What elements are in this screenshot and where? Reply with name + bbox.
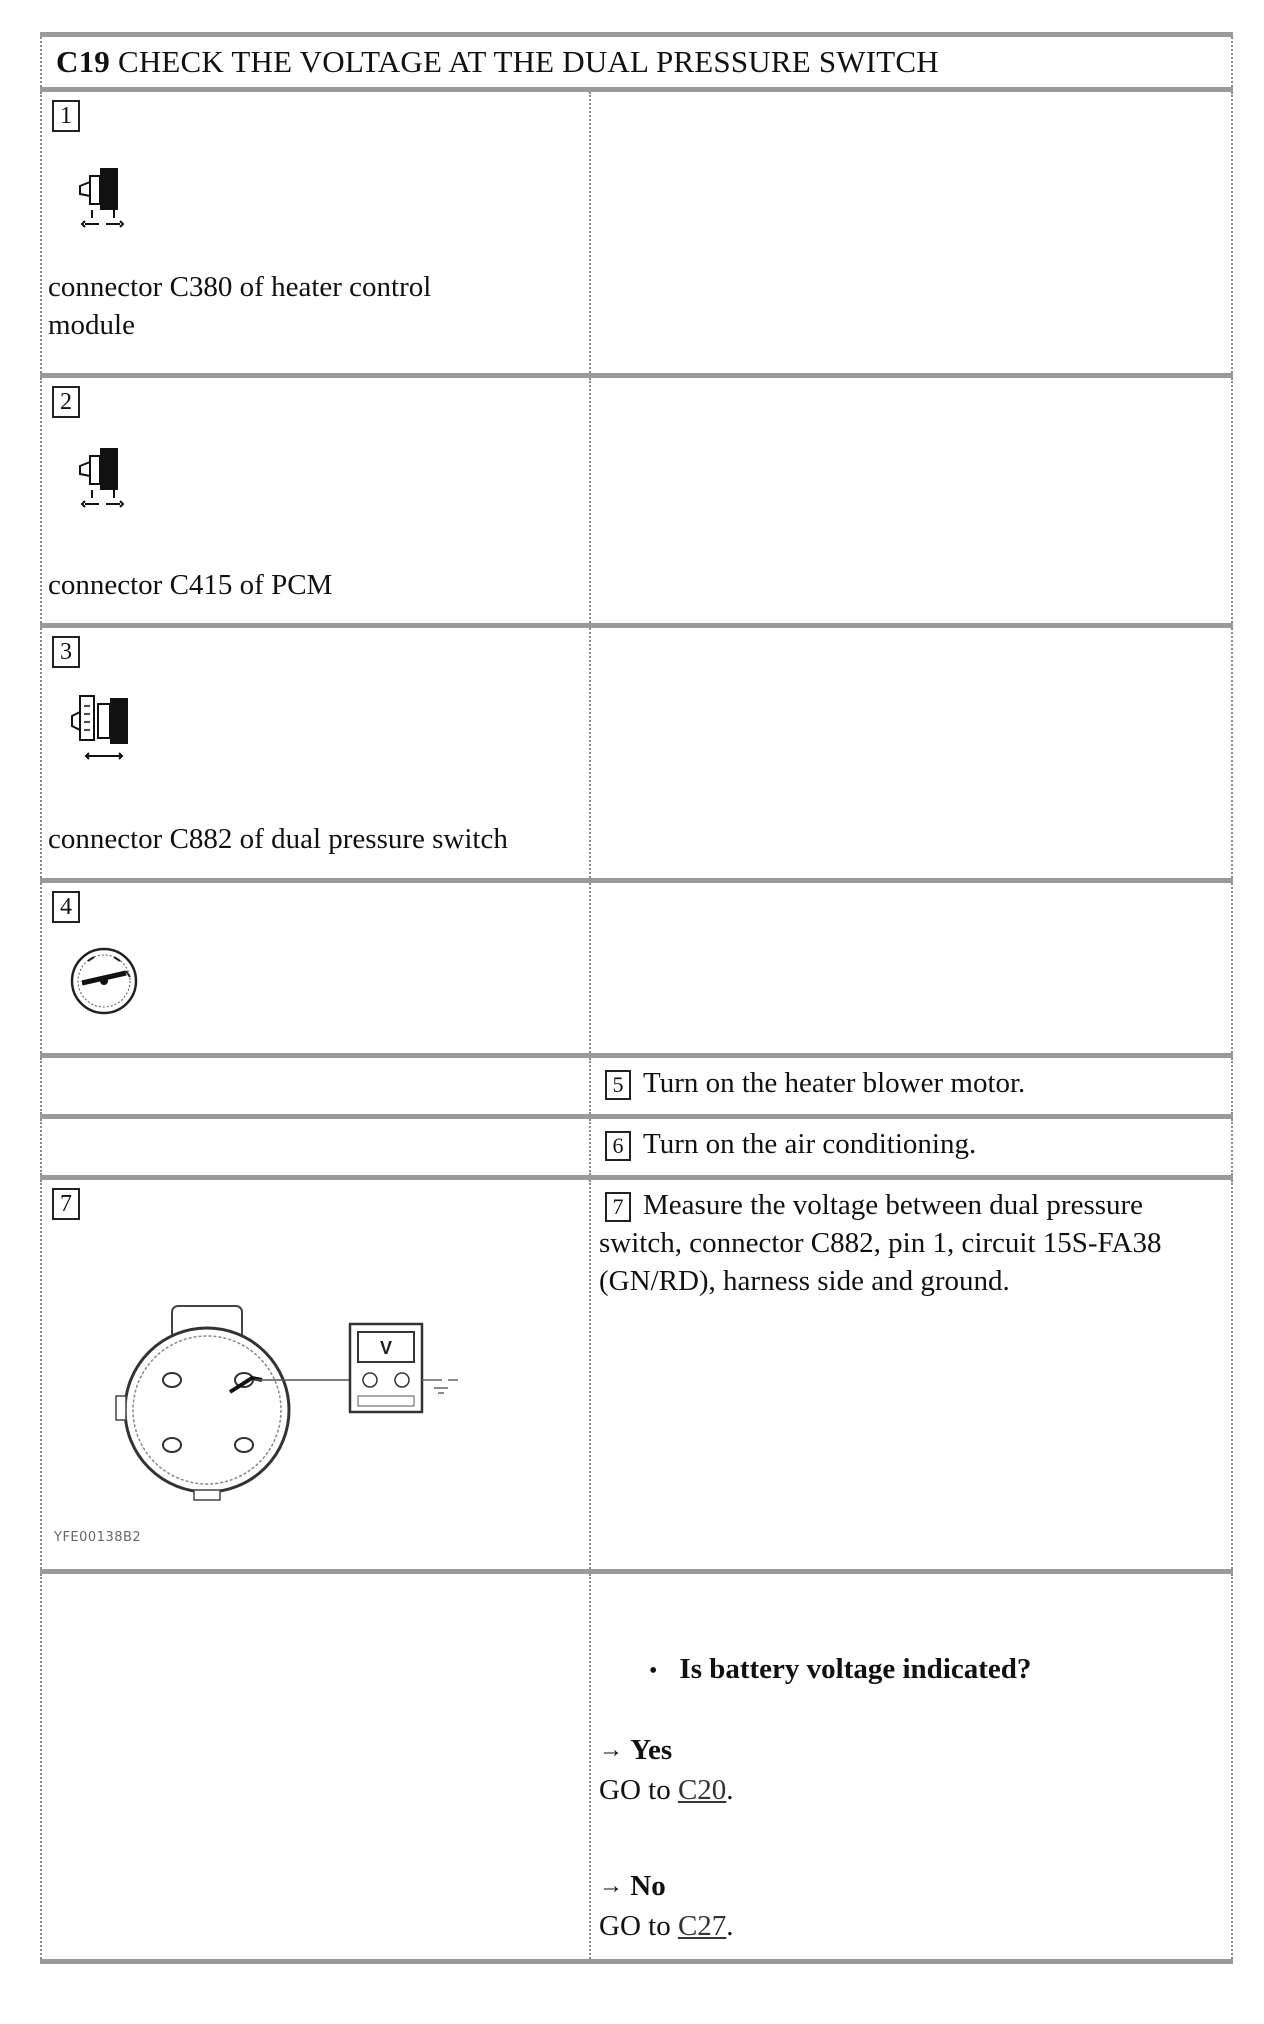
figure-id: YFE00138B2 — [54, 1530, 142, 1545]
step-2-left-cell — [41, 376, 590, 626]
step-1-caption: connector C380 of heater control module — [48, 271, 432, 341]
step-6-left-cell — [41, 1117, 590, 1178]
no-action: GO to — [599, 1910, 671, 1942]
step-number-7-right: 7 — [605, 1192, 631, 1222]
question-row — [41, 1572, 1232, 1962]
step-6-right-cell — [590, 1117, 1232, 1178]
bullet-icon: • — [649, 1658, 658, 1684]
procedure-table — [40, 32, 1233, 1964]
step-4-right-cell — [590, 881, 1232, 1056]
step-1-left-cell — [41, 90, 590, 376]
connector-voltmeter-diagram — [102, 1300, 522, 1520]
step-7-text: Measure the voltage between dual pressure switch, connector C882, pin 1, circuit 15S-FA38 (GN/RD), harness side and ground. — [599, 1189, 1162, 1297]
yes-label: Yes — [630, 1734, 673, 1766]
ignition-key-icon — [66, 943, 146, 1023]
step-code: C19 — [56, 44, 110, 79]
disconnect-connector-icon — [70, 440, 140, 512]
step-title: CHECK THE VOLTAGE AT THE DUAL PRESSURE SWITCH — [117, 44, 939, 79]
procedure-sheet — [40, 32, 1231, 1964]
step-number-2: 2 — [52, 386, 80, 418]
step-3-right-cell — [590, 626, 1232, 881]
disconnect-connector-icon — [70, 160, 140, 232]
yes-action: GO to — [599, 1774, 671, 1806]
goto-c27-link[interactable]: C27 — [677, 1910, 727, 1942]
answer-no: → No GO to C27. — [599, 1870, 734, 1942]
right-arrow-icon: → — [599, 1873, 623, 1899]
right-arrow-icon: → — [599, 1737, 623, 1763]
page-title — [41, 35, 1232, 90]
question-item — [649, 1650, 1031, 1690]
step-row-3 — [41, 626, 1232, 881]
step-2-right-cell — [590, 376, 1232, 626]
step-6-text: Turn on the air conditioning. — [643, 1128, 977, 1160]
step-row-2 — [41, 376, 1232, 626]
step-5-text: Turn on the heater blower motor. — [643, 1067, 1026, 1099]
question-right-cell — [590, 1572, 1232, 1962]
step-row-7 — [41, 1178, 1232, 1572]
step-5-left-cell — [41, 1056, 590, 1117]
question-left-cell — [41, 1572, 590, 1962]
step-4-left-cell — [41, 881, 590, 1056]
header-row — [41, 35, 1232, 90]
step-number-6: 6 — [605, 1131, 631, 1161]
step-number-1: 1 — [52, 100, 80, 132]
step-number-3: 3 — [52, 636, 80, 668]
step-row-1 — [41, 90, 1232, 376]
disconnect-connector-icon — [64, 692, 154, 772]
goto-c20-link[interactable]: C20 — [677, 1774, 727, 1806]
step-7-right-cell — [590, 1178, 1232, 1572]
meter-label: V — [379, 1338, 393, 1358]
answer-yes: → Yes GO to C20. — [599, 1734, 734, 1806]
step-number-5: 5 — [605, 1070, 631, 1100]
step-3-left-cell — [41, 626, 590, 881]
step-1-right-cell — [590, 90, 1232, 376]
no-label: No — [630, 1870, 666, 1902]
step-7-left-cell — [41, 1178, 590, 1572]
step-5-right-cell — [590, 1056, 1232, 1117]
step-3-caption: connector C882 of dual pressure switch — [48, 823, 508, 855]
step-number-7: 7 — [52, 1188, 80, 1220]
step-row-5 — [41, 1056, 1232, 1117]
step-row-4 — [41, 881, 1232, 1056]
step-number-4: 4 — [52, 891, 80, 923]
step-row-6 — [41, 1117, 1232, 1178]
question-text: Is battery voltage indicated? — [679, 1653, 1032, 1685]
step-2-caption: connector C415 of PCM — [48, 569, 333, 601]
